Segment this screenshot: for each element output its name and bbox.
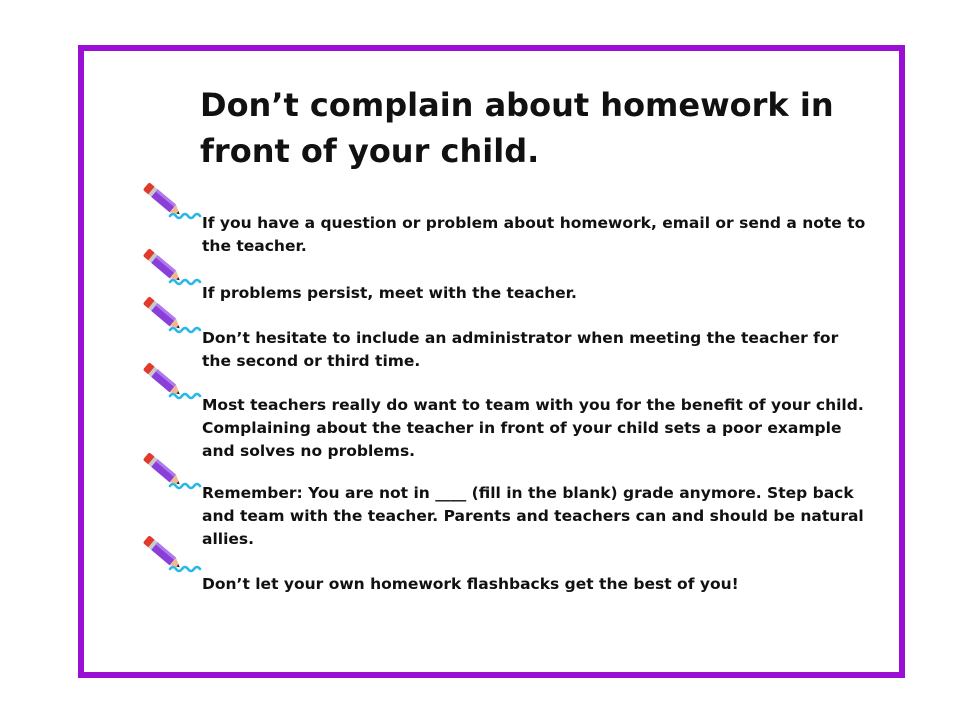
bullet-text-1: If you have a question or problem about homework, email or send a note to the teacher. [202,214,866,255]
bullet-text-5: Remember: You are not in ____ (fill in the blank) grade anymore. Step back and team with the teacher. Parents and teachers can and should be natural allies. [202,484,864,548]
pencil-icon [140,452,202,500]
pencil-icon [140,182,202,230]
bullet-text-6: Don’t let your own homework flashbacks get the best of you! [202,575,739,593]
bullet-text-2: If problems persist, meet with the teacher. [202,284,577,302]
bullet-text-3: Don’t hesitate to include an administrator when meeting the teacher for the second or third time. [202,329,839,370]
bullet-text-4: Most teachers really do want to team with you for the benefit of your child. Complaining about the teacher in front of your child sets a poor example and solves no problems. [202,396,864,460]
pencil-icon [140,296,202,344]
pencil-icon [140,362,202,410]
pencil-icon [140,535,202,583]
pencil-icon [140,248,202,296]
slide-title: Don’t complain about homework in front of your child. [200,86,834,170]
